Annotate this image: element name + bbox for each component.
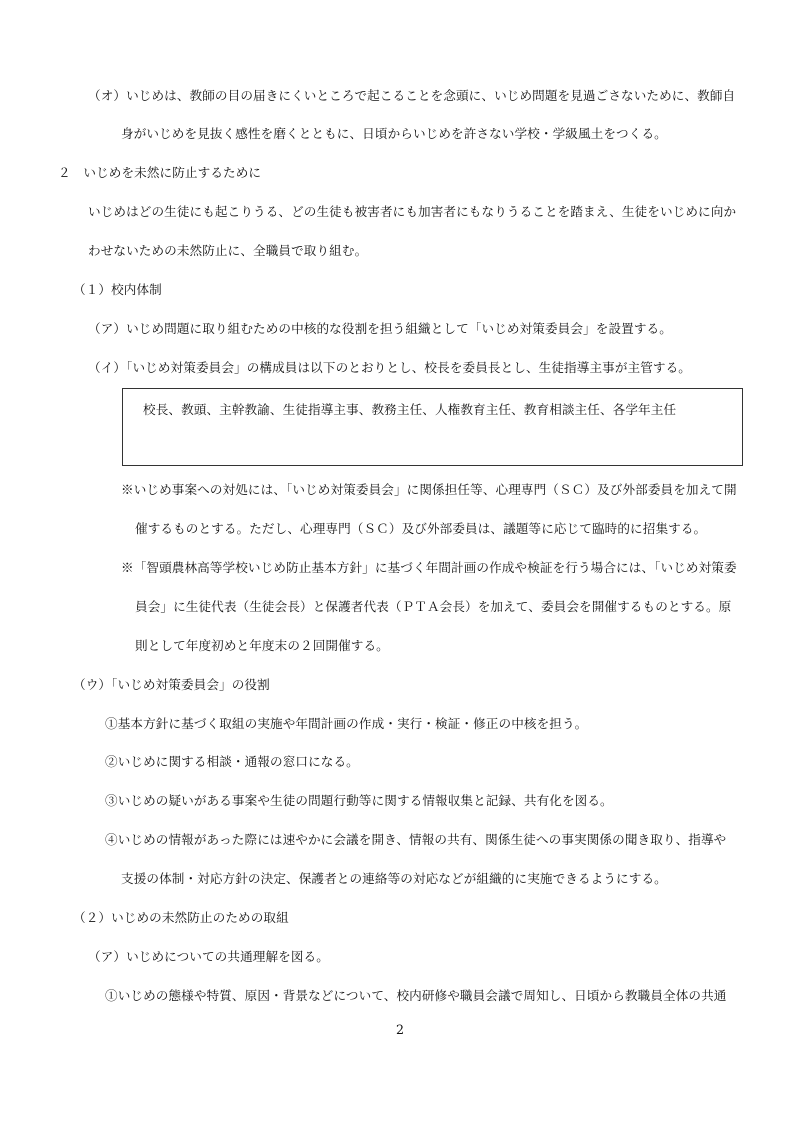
- committee-members-text: 校長、教頭、主幹教諭、生徒指導主事、教務主任、人権教育主任、教育相談主任、各学年主任: [143, 402, 677, 417]
- note-2-line-2: 員会」に生徒代表（生徒会長）と保護者代表（ＰＴＡ会長）を加えて、委員会を開催するものとする。原: [135, 599, 732, 614]
- role-1: ①基本方針に基づく取組の実施や年間計画の作成・実行・検証・修正の中核を担う。: [105, 716, 588, 731]
- role-3: ③いじめの疑いがある事案や生徒の問題行動等に関する情報収集と記録、共有化を図る。: [105, 793, 613, 808]
- section-2-heading: ２ いじめを未然に防止するために: [58, 165, 262, 180]
- note-1-line-2: 催するものとする。ただし、心理専門（ＳＣ）及び外部委員は、議題等に応じて臨時的に招集する。: [135, 521, 707, 536]
- item-i-line: （イ）「いじめ対策委員会」の構成員は以下のとおりとし、校長を委員長とし、生徒指導主事が主管する。: [88, 360, 691, 375]
- subsection-1-heading: （１）校内体制: [73, 282, 162, 297]
- role-4-line-1: ④いじめの情報があった際には速やかに会議を開き、情報の共有、関係生徒への事実関係の聞き取り、指導や: [105, 832, 727, 847]
- item-o-line-1: （オ）いじめは、教師の目の届きにくいところで起こることを念頭に、いじめ問題を見過ごさないために、教師自: [88, 88, 736, 103]
- note-2-line-3: 則として年度初めと年度末の２回開催する。: [135, 638, 389, 653]
- note-2-line-1: ※「智頭農林高等学校いじめ防止基本方針」に基づく年間計画の作成や検証を行う場合には、「いじめ対策委: [121, 560, 737, 575]
- committee-members-box: [122, 388, 743, 466]
- item-u-heading: （ウ）「いじめ対策委員会」の役割: [73, 677, 270, 692]
- subsection-2-heading: （２）いじめの未然防止のための取組: [73, 910, 289, 925]
- subsection-2-item-a-1: ①いじめの態様や特質、原因・背景などについて、校内研修や職員会議で周知し、日頃から教職員全体の共通: [105, 988, 727, 1003]
- subsection-2-item-a: （ア）いじめについての共通理解を図る。: [88, 949, 329, 964]
- note-1-line-1: ※いじめ事案への対処には、「いじめ対策委員会」に関係担任等、心理専門（ＳＣ）及び外部委員を加えて開: [121, 482, 737, 497]
- role-2: ②いじめに関する相談・通報の窓口になる。: [105, 754, 359, 769]
- page-number: 2: [395, 1022, 404, 1037]
- item-a-line: （ア）いじめ問題に取り組むための中核的な役割を担う組織として「いじめ対策委員会」を設置する。: [88, 321, 672, 336]
- section-2-paragraph-line-1: いじめはどの生徒にも起こりうる、どの生徒も被害者にも加害者にもなりうることを踏まえ、生徒をいじめに向か: [88, 204, 737, 219]
- section-2-paragraph-line-2: わせないための未然防止に、全職員で取り組む。: [88, 243, 368, 258]
- role-4-line-2: 支援の体制・対応方針の決定、保護者との連絡等の対応などが組織的に実施できるようにする。: [121, 871, 667, 886]
- item-o-line-2: 身がいじめを見抜く感性を磨くとともに、日頃からいじめを許さない学校・学級風土をつくる。: [121, 126, 667, 141]
